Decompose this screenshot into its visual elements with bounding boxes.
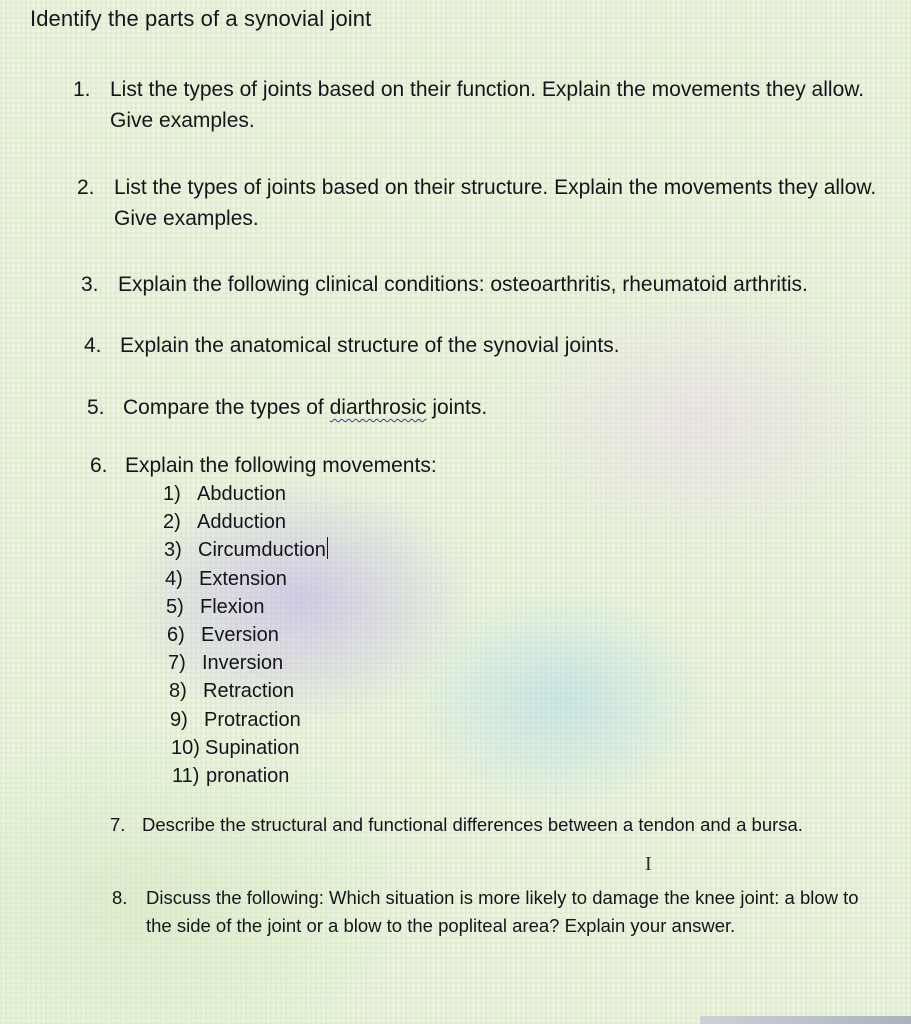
list-item-number: 9)	[170, 708, 188, 731]
list-item	[163, 480, 328, 508]
list-item-text: Circumduction	[198, 539, 326, 562]
question-number: 4.	[84, 334, 102, 357]
list-item	[163, 593, 328, 621]
question-text: List the types of joints based on their structure. Explain the movements they allow. Give examples.	[114, 176, 877, 230]
list-item-label: Abduction	[197, 483, 286, 505]
list-item	[163, 508, 328, 536]
list-item	[163, 734, 328, 762]
question-number: 3.	[81, 273, 99, 296]
list-item-label: Eversion	[201, 624, 279, 647]
question-number: 2.	[77, 176, 95, 199]
list-item-number: 5)	[166, 595, 184, 618]
list-item	[163, 565, 328, 593]
list-item	[163, 762, 328, 790]
question-number: 6.	[90, 454, 108, 477]
taskbar-strip	[700, 1016, 911, 1024]
list-item-number: 1)	[163, 483, 181, 505]
list-item-label	[198, 536, 328, 564]
list-item-number: 2)	[163, 511, 181, 534]
list-item-label: Adduction	[197, 511, 286, 534]
list-item	[163, 649, 328, 677]
question-number: 7.	[110, 814, 126, 835]
mouse-ibeam-cursor-icon: I	[645, 853, 652, 875]
list-item	[163, 621, 328, 649]
list-item-number: 8)	[169, 680, 187, 703]
list-item	[163, 536, 328, 564]
list-item-label: Supination	[205, 736, 300, 759]
list-item	[163, 706, 328, 734]
list-item-label: Retraction	[203, 680, 295, 703]
question-text: Explain the following clinical conditions: osteoarthritis, rheumatoid arthritis.	[118, 273, 808, 296]
question-text-start: Compare the types of	[123, 396, 330, 419]
question-number: 5.	[87, 396, 105, 419]
list-item-label: Inversion	[202, 652, 284, 675]
list-item-number: 3)	[164, 539, 182, 562]
movements-list	[163, 480, 328, 790]
question-text: Explain the following movements:	[125, 454, 437, 477]
list-item-number: 11)	[172, 765, 200, 788]
question-text-end: joints.	[426, 396, 488, 419]
question-6	[90, 450, 890, 481]
list-item-number: 4)	[165, 567, 183, 590]
list-item-number: 10)	[171, 736, 200, 759]
list-item-label: Flexion	[200, 595, 265, 618]
question-2	[77, 172, 877, 234]
spellcheck-underlined-word[interactable]: diarthrosic	[329, 396, 427, 419]
list-item-number: 7)	[168, 652, 186, 675]
document-title: Identify the parts of a synovial joint	[30, 6, 372, 31]
question-text: Explain the anatomical structure of the synovial joints.	[120, 334, 620, 357]
list-item	[163, 677, 328, 705]
question-3	[81, 269, 911, 300]
question-8	[112, 884, 872, 940]
question-5	[87, 392, 887, 423]
question-number: 1.	[73, 78, 91, 101]
question-text: List the types of joints based on their function. Explain the movements they allow. Give examples.	[110, 78, 865, 132]
question-text: Describe the structural and functional differences between a tendon and a bursa.	[142, 814, 803, 835]
question-text	[87, 392, 887, 423]
question-text: Discuss the following: Which situation is more likely to damage the knee joint: a blow to the side of the joint or a blow to the popliteal area? Explain your answer.	[146, 887, 859, 936]
question-1	[73, 74, 873, 136]
list-item-label: Extension	[199, 567, 287, 590]
list-item-label: pronation	[206, 765, 290, 788]
list-item-label: Protraction	[204, 708, 301, 731]
list-item-number: 6)	[167, 624, 185, 647]
question-number: 8.	[112, 887, 128, 908]
question-7	[110, 810, 870, 839]
text-cursor	[327, 537, 328, 559]
question-4	[84, 330, 884, 361]
